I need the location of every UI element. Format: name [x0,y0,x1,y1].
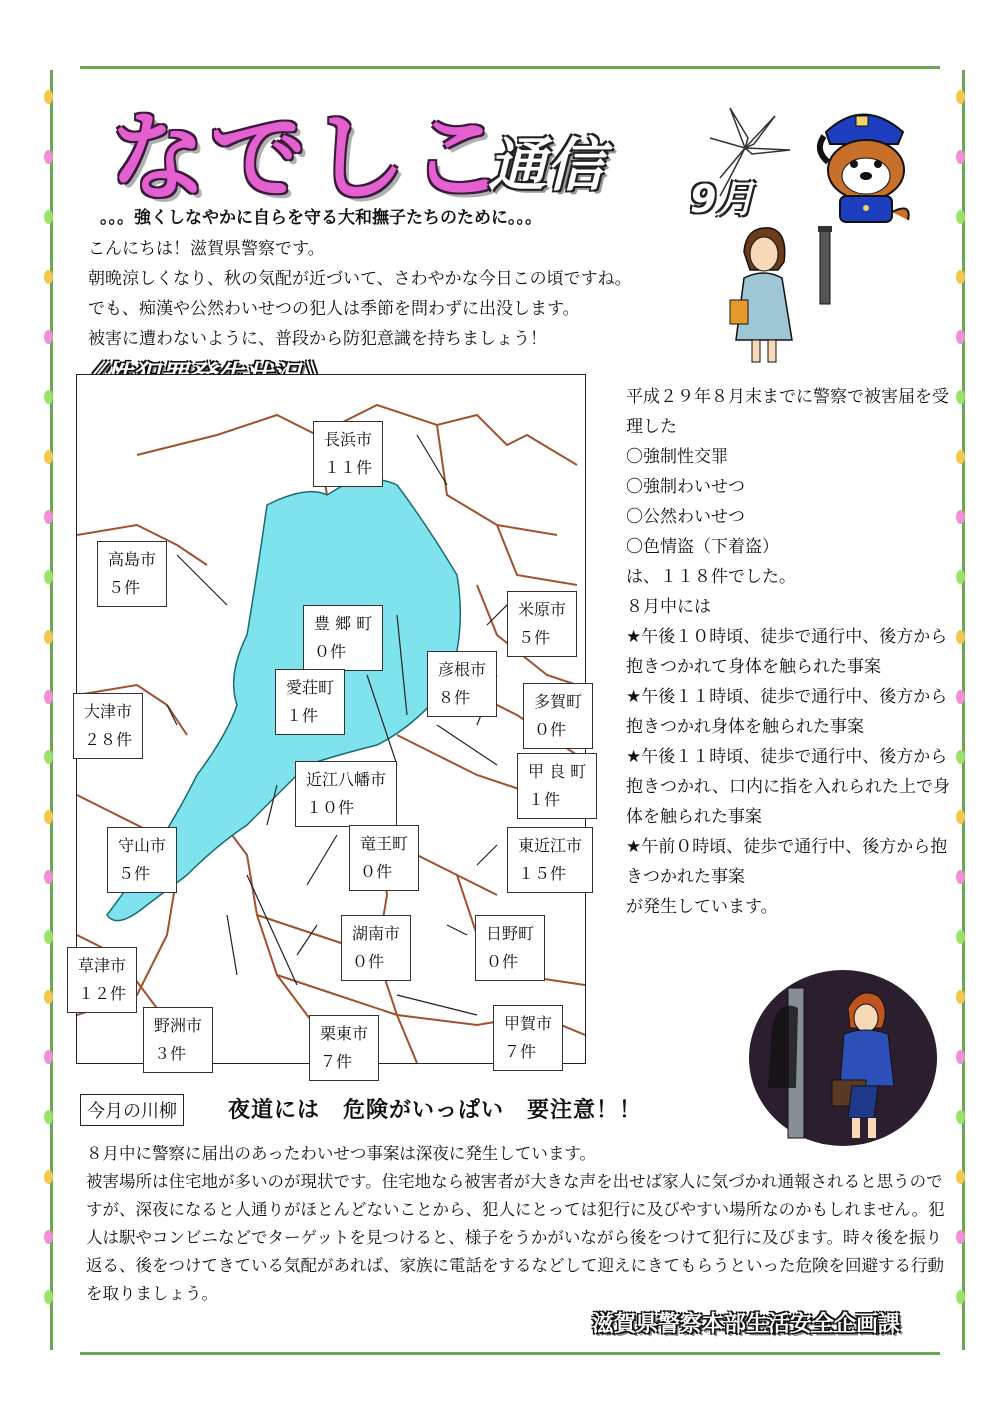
woman-illustration [722,222,852,372]
flower-icon [44,330,53,344]
senryu-label: 今月の川柳 [80,1094,184,1126]
city-label: 野洲市 ３件 [143,1007,213,1073]
city-label: 栗東市 ７件 [309,1015,379,1081]
vine-bottom [80,1352,940,1369]
police-mascot-illustration [808,92,918,227]
intro-line: 朝晩涼しくなり、秋の気配が近づいて、さわやかな今日この頃ですね。 [88,269,632,289]
flower-icon [956,390,965,404]
city-label: 高島市 ５件 [97,541,167,607]
flower-icon [956,750,965,764]
city-label: 湖南市 ０件 [341,915,411,981]
summary-line: 〇色情盗（下着盗） [626,537,779,557]
flower-icon [44,1110,53,1124]
flower-icon [956,870,965,884]
flower-icon [44,150,53,164]
flower-icon [44,1290,53,1304]
flower-icon [956,150,965,164]
flower-icon [44,510,53,524]
flower-icon [956,810,965,824]
flower-icon [44,870,53,884]
flower-icon [956,570,965,584]
shiga-map [76,374,587,1071]
flower-icon [44,390,53,404]
flower-icon [956,990,965,1004]
flower-icon [44,1050,53,1064]
flower-icon [956,330,965,344]
city-label: 守山市 ５件 [107,827,177,893]
body-paragraph: ８月中に警察に届出のあったわいせつ事案は深夜に発生しています。 [86,1144,597,1163]
summary-line: ★午後１１時頃、徒歩で通行中、後方から抱きつかれ身体を触られた事案 [626,687,948,737]
summary-text [626,382,956,922]
summary-line: ８月中には [626,597,711,617]
flower-icon [44,690,53,704]
flower-icon [956,1050,965,1064]
city-label: 近江八幡市 １０件 [295,761,397,827]
vine-left [50,70,67,1350]
summary-line: 〇強制わいせつ [626,477,745,497]
flower-icon [44,990,53,1004]
city-label: 東近江市 １５件 [507,827,593,893]
city-label: 大津市 ２８件 [73,693,143,759]
flower-icon [44,570,53,584]
lily-illustration [690,88,800,198]
summary-line: 〇公然わいせつ [626,507,745,527]
body-text [86,1140,958,1308]
flower-icon [956,510,965,524]
vine-top [80,66,940,83]
flower-icon [956,690,965,704]
summary-line: は、１１８件でした。 [626,567,796,587]
city-label: 甲賀市 ７件 [493,1005,563,1071]
intro-line: 被害に遭わないように、普段から防犯意識を持ちましょう！ [88,329,547,349]
summary-line: 平成２９年８月末までに警察で被害届を受理した [626,387,949,437]
city-label: 草津市 １２件 [67,947,137,1013]
flower-icon [956,630,965,644]
flower-icon [44,90,53,104]
flower-icon [956,930,965,944]
flower-icon [44,810,53,824]
body-paragraph: 被害場所は住宅地が多いのが現状です。住宅地なら被害者が大きな声を出せば家人に気づかれ通報されると思うのですが、深夜になると人通りがほとんどないことから、犯人にとっては犯行に及びやすい場所なのかもしれません。犯人は駅やコンビニなどでターゲットを見つけると、様子をうかがいながら後をつけて犯行に及びます。時々後を振り返る、後をつけてきている気配があれば、家族に電話をするなどして迎えにきてもらうといった危険を回避する行動を取りましょう。 [86,1172,945,1303]
flower-icon [44,270,53,284]
flower-icon [956,90,965,104]
city-label: 多賀町 ０件 [523,683,593,749]
city-label: 米原市 ５件 [507,591,577,657]
flower-icon [956,270,965,284]
newsletter-month: 9月 [690,177,755,221]
city-label: 日野町 ０件 [475,915,545,981]
signature: 滋賀県警察本部生活安全企画課 [592,1312,901,1337]
summary-line: ★午後１０時頃、徒歩で通行中、後方から抱きつかれて身体を触られた事案 [626,627,948,677]
city-label: 長浜市 １１件 [313,421,383,487]
flower-icon [44,750,53,764]
night-scene-illustration [748,968,938,1148]
flower-icon [44,450,53,464]
summary-line: が発生しています。 [626,897,778,917]
flower-icon [44,1230,53,1244]
intro-line: こんにちは！滋賀県警察です。 [88,239,325,259]
city-label: 竜王町 ０件 [349,825,419,891]
flower-icon [44,210,53,224]
newsletter-subtitle: 通信 [488,131,605,199]
city-label: 彦根市 ８件 [427,651,497,717]
city-label: 甲 良 町 １件 [517,753,597,819]
flower-icon [44,630,53,644]
summary-line: 〇強制性交罪 [626,447,728,467]
flower-icon [44,930,53,944]
flower-icon [956,210,965,224]
flower-icon [956,450,965,464]
senryu-text: 夜道には 危険がいっぱい 要注意！！ [228,1098,643,1123]
city-label: 豊 郷 町 ０件 [303,605,383,671]
summary-line: ★午後１１時頃、徒歩で通行中、後方から抱きつかれ、口内に指を入れられた上で身体を触られた事案 [626,747,951,827]
flower-icon [956,1110,965,1124]
vine-right [962,70,979,1350]
city-label: 愛荘町 １件 [275,669,345,735]
newsletter-title: なでしこ [110,102,510,214]
tagline: 。。。強くしなやかに自らを守る大和撫子たちのために。。。 [100,208,542,228]
intro-line: でも、痴漢や公然わいせつの犯人は季節を問わずに出没します。 [88,299,580,319]
summary-line: ★午前０時頃、徒歩で通行中、後方から抱きつかれた事案 [626,837,948,887]
flower-icon [44,1170,53,1184]
